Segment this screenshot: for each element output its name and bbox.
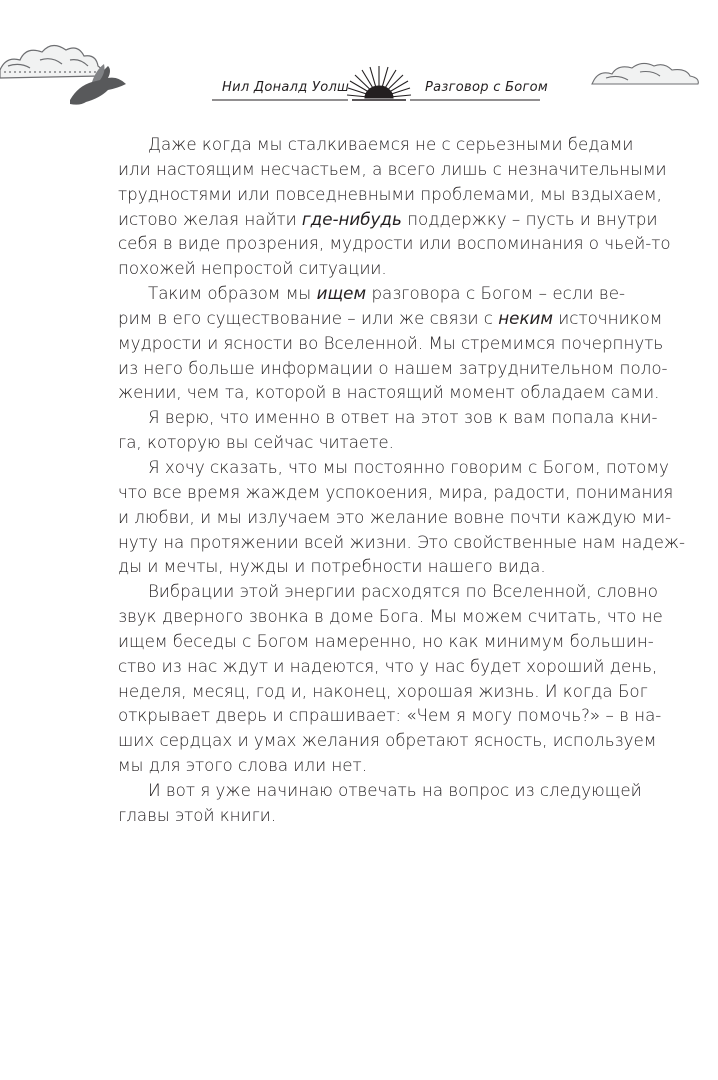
text-line: [118, 505, 672, 530]
text-segment: Таким образом мы: [148, 283, 317, 304]
header-illustration: [0, 0, 718, 130]
emphasis-text: где-нибудь: [301, 208, 402, 229]
text-segment: Даже когда мы сталкиваемся не с серьезными бедами: [148, 134, 634, 154]
text-line: [118, 182, 662, 207]
text-line: [118, 703, 662, 728]
text-line: [118, 231, 671, 256]
text-segment: нуту на протяжении всей жизни. Это свойственные нам надеж-: [118, 531, 686, 552]
text-segment: жении, чем та, которой в настоящий момент обладаем сами.: [118, 382, 660, 403]
text-line: [118, 207, 658, 232]
text-segment: рим в его существование – или же связи с: [118, 307, 499, 328]
header-author: Нил Доналд Уолш: [222, 80, 350, 95]
text-line: [118, 430, 625, 455]
text-line: [118, 331, 664, 356]
text-line: [118, 356, 668, 381]
text-line: [118, 753, 625, 778]
text-segment: себя в виде прозрения, мудрости или воспоминания о чьей-то: [118, 233, 671, 254]
text-line: [118, 530, 686, 555]
text-segment: неделя, месяц, год и, наконец, хорошая жизнь. И когда Бог: [118, 680, 648, 701]
text-line: [118, 380, 660, 405]
text-segment: И вот я уже начинаю отвечать на вопрос из следующей: [148, 779, 642, 800]
text-segment: га, которую вы сейчас читаете.: [118, 432, 394, 453]
text-line: [118, 256, 625, 281]
text-line: [118, 480, 674, 505]
text-line: [118, 654, 658, 679]
emphasis-text: ищем: [316, 283, 367, 304]
text-segment: ищем беседы с Богом намеренно, но как минимум большин-: [118, 630, 654, 651]
text-segment: разговора с Богом – если ве-: [366, 283, 625, 304]
sunburst-icon: [347, 66, 411, 100]
text-line: [118, 281, 625, 306]
text-segment: похожей непростой ситуации.: [118, 258, 387, 279]
text-line: [118, 803, 625, 828]
text-line: [118, 778, 642, 803]
text-segment: истово желая найти: [118, 208, 302, 229]
text-segment: или настоящим несчастьем, а всего лишь с незначительными: [118, 158, 667, 179]
emphasis-text: неким: [498, 307, 553, 328]
header-book-title: Разговор с Богом: [425, 80, 549, 95]
text-line: [118, 629, 654, 654]
text-segment: Я хочу сказать, что мы постоянно говорим с Богом, потому: [148, 456, 669, 477]
text-segment: главы этой книги.: [118, 804, 277, 825]
right-cloud-icon: [592, 63, 698, 84]
text-line: [118, 306, 663, 331]
text-line: [118, 728, 657, 753]
text-line: [118, 579, 658, 604]
text-line: [118, 405, 658, 430]
text-segment: звук дверного звонка в доме Бога. Мы можем считать, что не: [118, 606, 663, 627]
text-line: [118, 604, 663, 629]
text-line: [118, 455, 669, 480]
text-segment: ды и мечты, нужды и потребности нашего вида.: [118, 556, 546, 577]
left-cloud-icon: [0, 45, 102, 78]
text-segment: что все время жаждем успокоения, мира, радости, понимания: [118, 481, 674, 502]
text-segment: Я верю, что именно в ответ на этот зов к вам попала кни-: [148, 407, 658, 428]
text-segment: трудностями или повседневными проблемами, мы вздыхаем,: [118, 183, 662, 204]
text-line: [118, 132, 634, 157]
text-segment: и любви, и мы излучаем это желание вовне почти каждую ми-: [118, 506, 672, 527]
text-segment: мы для этого слова или нет.: [118, 755, 368, 776]
text-segment: источником: [552, 307, 663, 328]
text-segment: поддержку – пусть и внутри: [401, 208, 658, 229]
text-segment: из него больше информации о нашем затруднительном поло-: [118, 357, 668, 378]
text-segment: Вибрации этой энергии расходятся по Вселенной, словно: [148, 581, 658, 602]
text-line: [118, 679, 648, 704]
page-body-text: [118, 132, 686, 828]
text-segment: ство из нас ждут и надеются, что у нас будет хороший день,: [118, 655, 658, 676]
text-segment: открывает дверь и спрашивает: «Чем я могу помочь?» – в на-: [118, 705, 662, 726]
text-line: [118, 554, 625, 579]
text-segment: мудрости и ясности во Вселенной. Мы стремимся почерпнуть: [118, 332, 664, 353]
text-line: [118, 157, 667, 182]
text-segment: ших сердцах и умах желания обретают ясность, используем: [118, 730, 657, 751]
